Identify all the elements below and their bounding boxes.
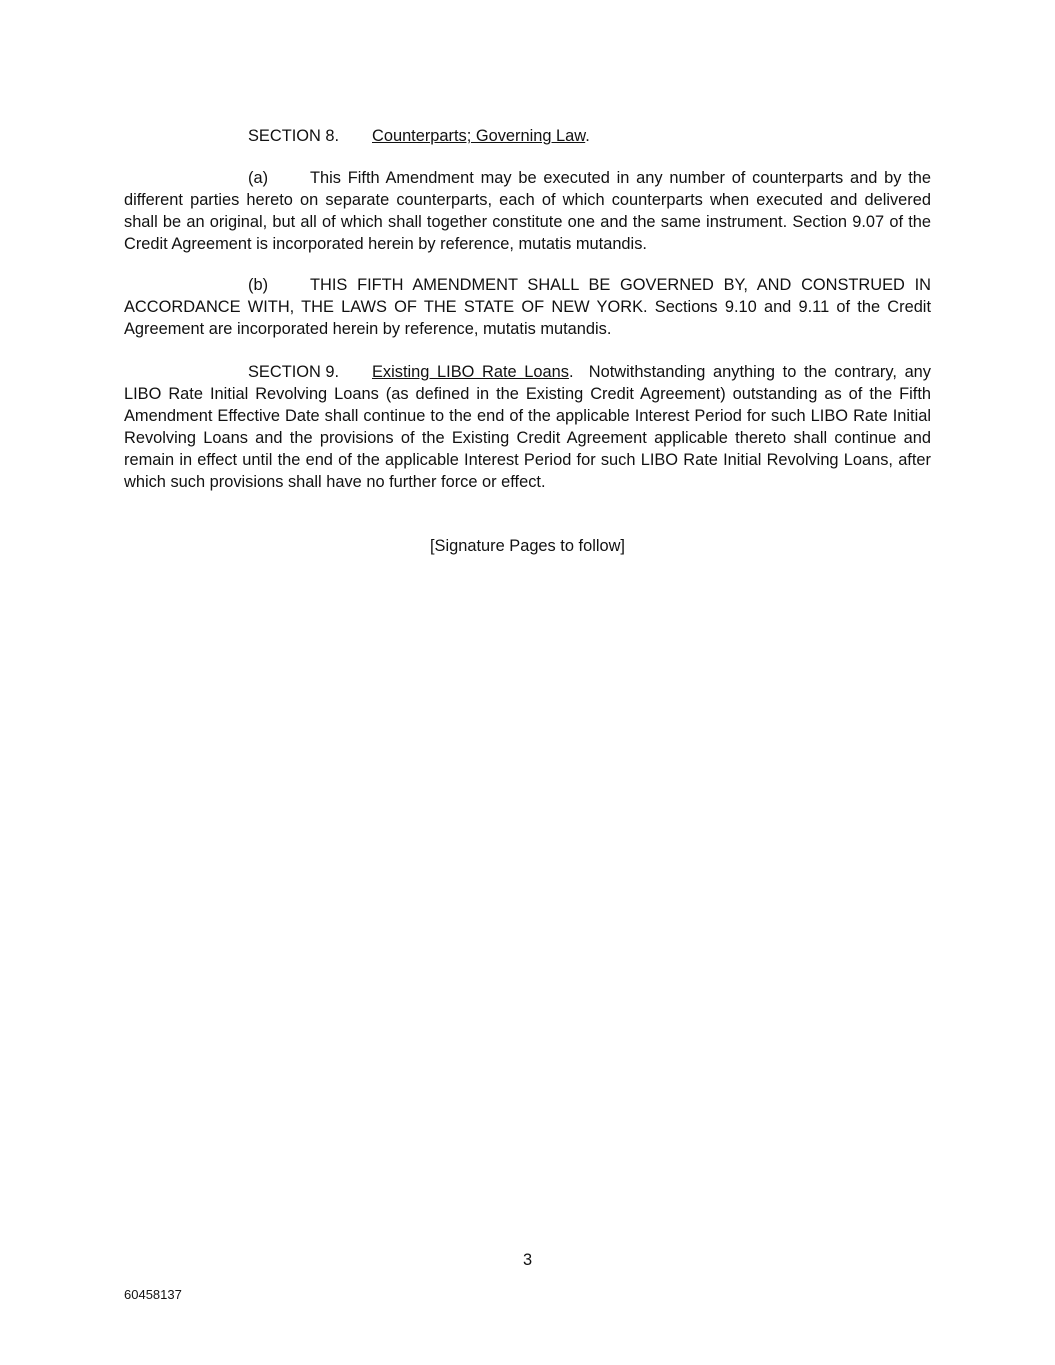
- section-9-text: Notwithstanding anything to the contrary, any LIBO Rate Initial Revolving Loans (as defined in the Existing Credit Agreement) outstanding as of the Fifth Amendment Effective Date shall continue to the end of the applicable Interest Period for such LIBO Rate Initial Revolving Loans and the provisions of the Existing Credit Agreement applicable thereto shall continue and remain in effect until the end of the applicable Interest Period for such LIBO Rate Initial Revolving Loans, after which such provisions shall have no further force or effect.: [124, 363, 931, 491]
- section-8-paragraph-a: [124, 167, 931, 255]
- section-8-title-end: .: [585, 127, 590, 145]
- document-id: 60458137: [124, 1287, 182, 1302]
- section-8-title: Counterparts; Governing Law: [372, 127, 586, 145]
- section-9-label: SECTION 9.: [248, 363, 340, 381]
- section-9-paragraph: [124, 361, 931, 493]
- section-9-title-end: .: [568, 363, 574, 381]
- page-number: 3: [522, 1251, 533, 1269]
- section-8-heading: [124, 125, 931, 147]
- paragraph-b-text: THIS FIFTH AMENDMENT SHALL BE GOVERNED BY, AND CONSTRUED IN ACCORDANCE WITH, THE LAWS OF THE STATE OF NEW YORK. Sections 9.10 and 9.11 of the Credit Agreement are incorporated herein by reference, mutatis mutandis.: [124, 276, 931, 338]
- paragraph-a-text: This Fifth Amendment may be executed in any number of counterparts and by the different parties hereto on separate counterparts, each of which counterparts when executed and delivered shall be an original, but all of which shall together constitute one and the same instrument. Section 9.07 of the Credit Agreement is incorporated herein by reference, mutatis mutandis.: [124, 169, 931, 253]
- signature-pages-note: [Signature Pages to follow]: [430, 537, 625, 555]
- section-8-label: SECTION 8.: [248, 127, 340, 145]
- section-8-paragraph-b: [124, 274, 931, 340]
- paragraph-a-label: (a): [248, 169, 269, 187]
- section-9-title: Existing LIBO Rate Loans: [372, 363, 569, 381]
- paragraph-b-label: (b): [248, 276, 269, 294]
